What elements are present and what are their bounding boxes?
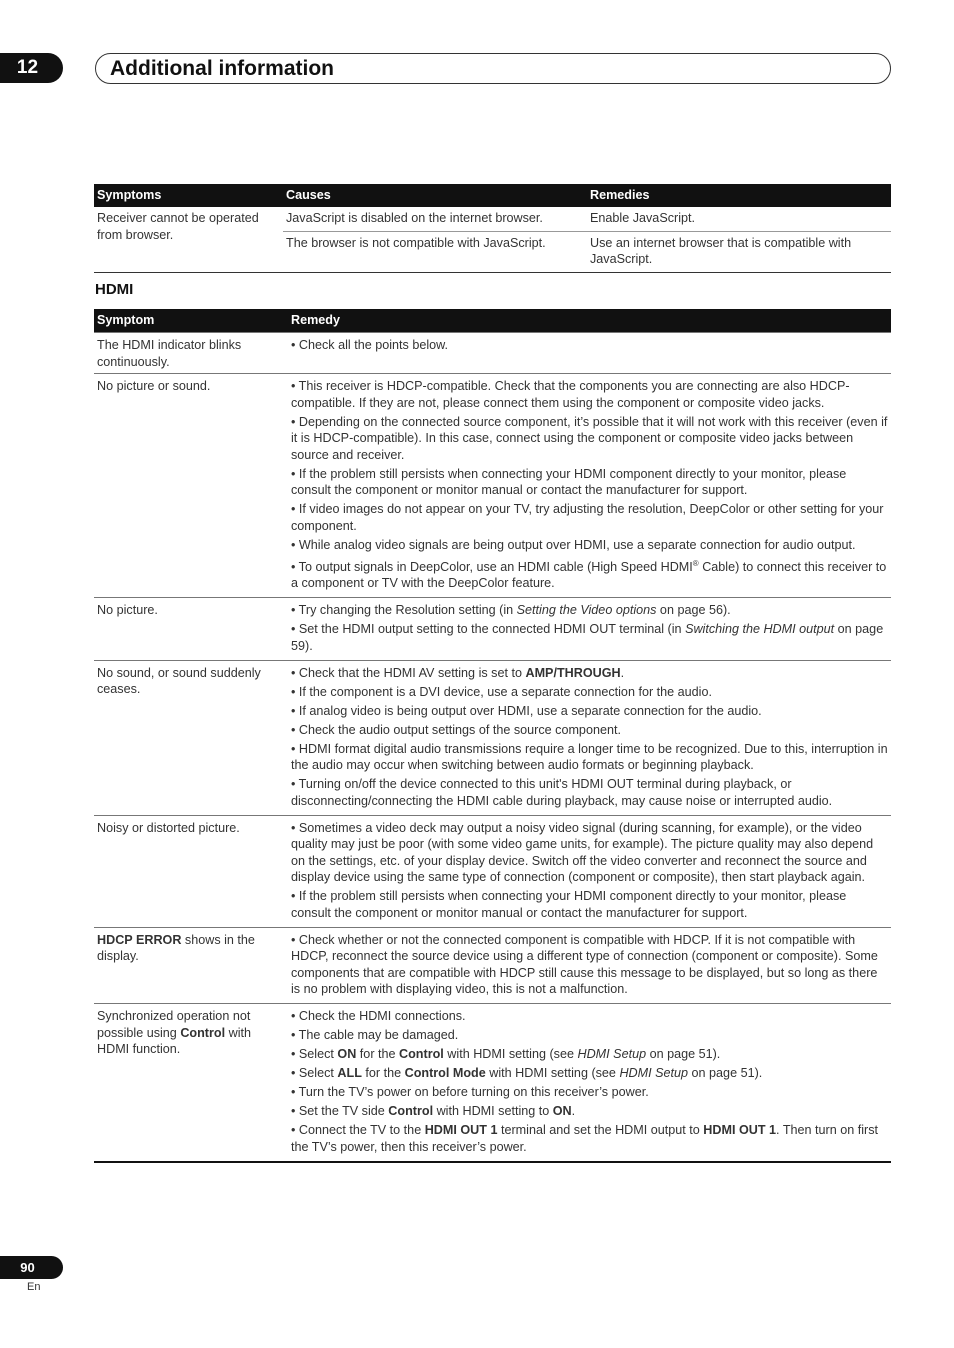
remedy-item [291,722,888,739]
cause-cell: The browser is not compatible with JavaScript. [286,235,546,250]
remedy-item [291,602,888,619]
symptom-cell [94,333,288,374]
remedy-item [291,932,888,998]
italic-text: HDMI Setup [619,1066,689,1081]
remedy-cell [288,598,891,661]
remedy-item [291,537,888,554]
col-header-remedies: Remedies [587,184,891,207]
text-run: • The cable may be damaged. [291,1028,459,1043]
chapter-number: 12 [0,53,63,83]
text-run: on page 51). [646,1047,721,1062]
text-run: • Check whether or not the connected component is compatible with HDCP. If it is not compatible with HDCP, reconnect the source device using a different type of connection (component or composite). Some components that are compatible with HDCP still cause this message to be displayed, but so long as there is no problem with displaying video, this is not a malfunction. [291,932,878,997]
symptom-cell [94,660,288,815]
text-run: • Select [291,1047,338,1062]
text-run: • While analog video signals are being output over HDMI, use a separate connection for audio output. [291,537,856,552]
bold-text: HDCP ERROR [97,932,182,947]
text-run: Synchronized operation not possible using [97,1009,251,1040]
text-run: shows in the display. [97,932,255,964]
bold-text: ON [337,1047,357,1062]
text-run: for the [361,1066,405,1081]
cause-cell: JavaScript is disabled on the internet browser. [283,207,587,231]
remedy-cell [288,927,891,1004]
text-run: with HDMI function. [97,1025,251,1057]
text-run: Noisy or distorted picture. [97,820,240,835]
remedy-item [291,1046,888,1063]
italic-text: Setting the Video options [516,603,657,618]
chapter-title [95,53,891,84]
remedy-cell: Enable JavaScript. [587,207,891,231]
text-run: with HDMI setting to [433,1104,553,1119]
superscript-text: ® [692,558,699,568]
page-language: En [27,1281,41,1293]
remedy-item [291,337,888,354]
text-run: • Check the audio output settings of the source component. [291,722,621,737]
remedy-item [291,741,888,774]
text-run: • If the problem still persists when connecting your HDMI component directly to your monitor, please consult the component or monitor manual or contact the manufacturer for support. [291,466,847,497]
text-run: • This receiver is HDCP-compatible. Check that the components you are connecting are also HDCP-compatible. If they are not, please connect them using the component or composite video jacks. [291,379,850,410]
remedy-item [291,1084,888,1101]
bold-text: HDMI OUT 1 [703,1123,777,1138]
remedy-item [291,1103,888,1120]
bold-text: ON [552,1104,572,1119]
table-row [94,598,891,661]
text-run: • HDMI format digital audio transmissions require a longer time to be recognized. Due to this, interruption in the audio may occur when switching between audio formats or beginning playback. [291,741,888,773]
text-run: • Sometimes a video deck may output a noisy video signal (during scanning, for example), or the video quality may just be poor (with some video game units, for example). The picture quality may also depend on the settings, etc. of your display device. Switch off the video converter and reconnect the source and display device using the same type of connection (component or composite), then start playback again. [291,820,874,885]
symptom-cell [94,598,288,661]
table-row [94,333,891,374]
text-run: on page 59). [291,622,884,653]
table-header-row [94,184,891,207]
col-header-symptom: Symptom [94,309,288,333]
bold-text: Control [180,1025,226,1040]
italic-text: HDMI Setup [577,1047,647,1062]
text-run: with HDMI setting (see [485,1066,620,1081]
text-run: No sound, or sound suddenly ceases. [97,665,261,697]
col-header-remedy: Remedy [288,309,891,333]
symptom-cell: Receiver cannot be operated from browser. [97,211,259,242]
text-run: on page 56). [656,603,731,618]
text-run: • Set the TV side [291,1104,389,1119]
symptom-cell [94,374,288,598]
table-header-row [94,309,891,333]
text-run: . Then turn on first the TV’s power, then this receiver’s power. [291,1123,879,1154]
symptom-cell [94,1004,288,1162]
text-run: • If analog video is being output over HDMI, use a separate connection for the audio. [291,703,762,718]
symptom-cell [94,815,288,927]
text-run: • If the problem still persists when connecting your HDMI component directly to your monitor, please consult the component or monitor manual or contact the manufacturer for support. [291,889,847,920]
remedy-item [291,684,888,701]
text-run: • Turning on/off the device connected to this unit's HDMI OUT terminal during playback, or disconnecting/connecting the HDMI cable during playback, may cause noise or interrupted audio. [291,777,833,808]
table-row [94,815,891,927]
text-run: • Check the HDMI connections. [291,1009,466,1024]
remedy-item [291,414,888,464]
table-row [94,660,891,815]
remedy-item [291,621,888,654]
text-run: on page 51). [688,1066,763,1081]
text-run: No picture or sound. [97,379,211,393]
bold-text: Control [388,1104,434,1119]
hdmi-table-body [94,333,891,1162]
remedy-item [291,665,888,682]
text-run: Cable) to connect this receiver to a component or TV with the DeepColor feature. [291,559,887,591]
remedy-cell: Use an internet browser that is compatible with JavaScript. [590,235,852,266]
text-run: • Set the HDMI output setting to the connected HDMI OUT terminal (in [291,622,686,637]
remedy-item [291,888,888,921]
table-row [94,207,891,231]
col-header-causes: Causes [283,184,587,207]
bold-text: HDMI OUT 1 [424,1123,498,1138]
remedy-item [291,820,888,886]
italic-text: Switching the HDMI output [685,622,835,637]
browser-troubleshooting-table [94,184,891,273]
col-header-symptoms: Symptoms [94,184,283,207]
text-run: • Check all the points below. [291,338,449,352]
remedy-item [291,703,888,720]
remedy-item [291,1122,888,1155]
text-run: . [571,1104,576,1119]
text-run: • If the component is a DVI device, use a separate connection for the audio. [291,684,712,699]
bold-text: Control [399,1047,444,1062]
table-row [94,927,891,1004]
remedy-item [291,378,888,411]
text-run: No picture. [97,603,158,618]
remedy-cell [288,660,891,815]
text-run: terminal and set the HDMI output to [497,1123,704,1138]
text-run: • Depending on the connected source component, it’s possible that it will not work with this receiver (even if it is HDCP-compatible). In this case, connect using the component or composite video jacks between source and receiver. [291,414,888,462]
bold-text: ALL [337,1066,362,1081]
remedy-cell [288,815,891,927]
remedy-item [291,556,888,592]
text-run: • To output signals in DeepColor, use an HDMI cable (High Speed HDMI [291,559,693,574]
text-run: . [620,665,625,680]
text-run: The HDMI indicator blinks continuously. [97,338,242,369]
bold-text: Control Mode [404,1066,486,1081]
bold-text: AMP/THROUGH [525,665,621,680]
hdmi-troubleshooting-table [94,309,891,1163]
text-run: with HDMI setting (see [443,1047,578,1062]
remedy-cell [288,1004,891,1162]
table-row [94,374,891,598]
remedy-item [291,501,888,534]
chapter-title-text: Additional information [110,56,334,80]
text-run: • Select [291,1066,338,1081]
symptom-cell [94,927,288,1004]
text-run: • Check that the HDMI AV setting is set to [291,665,526,680]
remedy-item [291,776,888,809]
remedy-item [291,1027,888,1044]
text-run: • Try changing the Resolution setting (in [291,603,517,618]
remedy-item [291,1008,888,1025]
text-run: • Connect the TV to the [291,1123,425,1138]
text-run: • If video images do not appear on your TV, try adjusting the resolution, DeepColor or other setting for your component. [291,502,884,533]
remedy-item [291,466,888,499]
page-number: 90 [0,1256,63,1279]
remedy-item [291,1065,888,1082]
remedy-cell [288,374,891,598]
text-run: • Turn the TV’s power on before turning on this receiver’s power. [291,1085,649,1100]
remedy-cell [288,333,891,374]
table-row [94,1004,891,1162]
section-heading-hdmi: HDMI [95,281,134,298]
text-run: for the [356,1047,400,1062]
